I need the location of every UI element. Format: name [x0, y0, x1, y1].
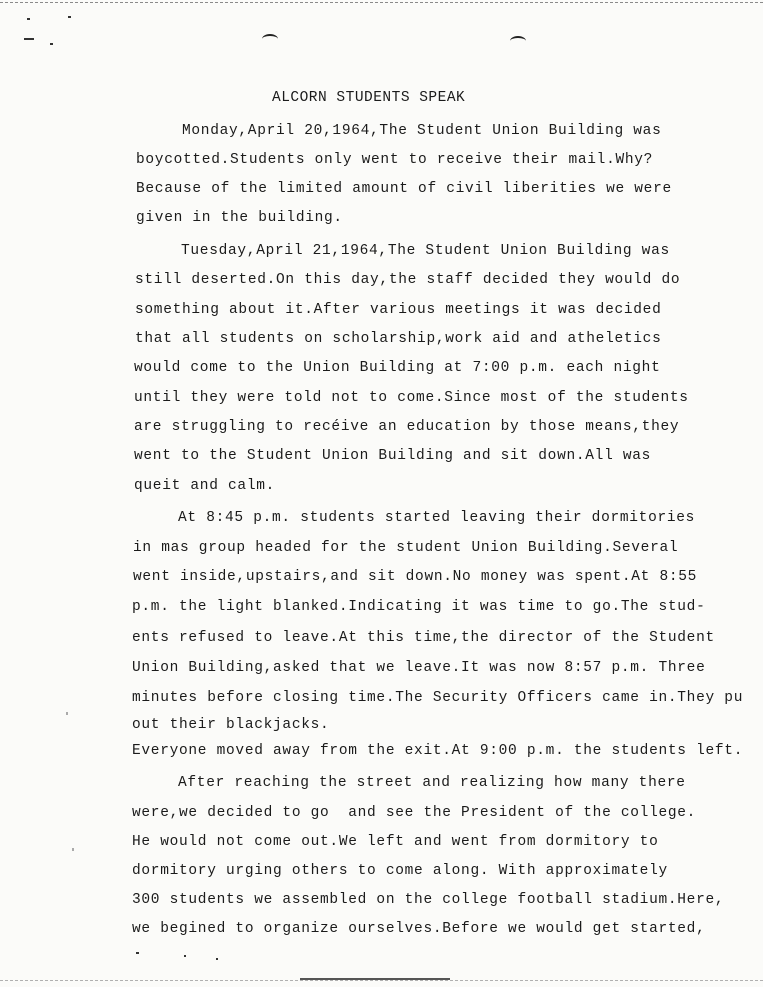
scan-speck	[72, 848, 74, 851]
text-line: that all students on scholarship,work aid and atheletics	[135, 331, 662, 347]
text-line: in mas group headed for the student Union Building.Several	[133, 540, 679, 556]
text-line: went inside,upstairs,and sit down.No money was spent.At 8:55	[133, 569, 698, 585]
page-bottom-rule	[300, 978, 450, 980]
text-line: p.m. the light blanked.Indicating it was time to go.The stud-	[132, 599, 706, 615]
text-line: still deserted.On this day,the staff decided they would do	[135, 272, 681, 288]
text-line: Everyone moved away from the exit.At 9:00 p.m. the students left.	[132, 743, 744, 759]
text-line: ents refused to leave.At this time,the director of the Student	[132, 630, 715, 646]
scan-speck	[216, 958, 218, 960]
text-line: something about it.After various meetings it was decided	[135, 302, 662, 318]
text-line: out their blackjacks.	[132, 717, 330, 733]
scan-speck	[184, 955, 186, 957]
page-title: ALCORN STUDENTS SPEAK	[272, 90, 466, 106]
scan-speck	[24, 38, 34, 40]
text-line: 300 students we assembled on the college football stadium.Here,	[132, 892, 725, 908]
text-line: minutes before closing time.The Security Officers came in.They pu	[132, 690, 744, 706]
text-line: went to the Student Union Building and sit down.All was	[134, 448, 652, 464]
text-line: would come to the Union Building at 7:00 p.m. each night	[134, 360, 661, 376]
text-line: At 8:45 p.m. students started leaving their dormitories	[178, 510, 696, 526]
text-line: boycotted.Students only went to receive their mail.Why?	[136, 152, 654, 168]
scan-speck	[27, 18, 30, 20]
text-line: After reaching the street and realizing how many there	[178, 775, 686, 791]
punch-hole-mark-left	[262, 34, 278, 44]
text-line: were,we decided to go and see the President of the college.	[132, 805, 697, 821]
scan-speck	[66, 712, 68, 715]
text-line: dormitory urging others to come along. With approximately	[132, 863, 668, 879]
text-line: He would not come out.We left and went from dormitory to	[132, 834, 659, 850]
text-line: until they were told not to come.Since most of the students	[134, 390, 689, 406]
scan-speck	[68, 16, 71, 18]
scan-speck	[136, 952, 139, 954]
text-line: Because of the limited amount of civil liberities we were	[136, 181, 672, 197]
punch-hole-mark-right	[510, 36, 526, 46]
page-bottom-edge	[0, 980, 763, 981]
text-line: given in the building.	[136, 210, 343, 226]
text-line: are struggling to recéive an education by those means,they	[134, 419, 680, 435]
text-line: Tuesday,April 21,1964,The Student Union Building was	[181, 243, 670, 259]
scan-speck	[50, 43, 53, 45]
text-line: Monday,April 20,1964,The Student Union Building was	[182, 123, 662, 139]
text-line: queit and calm.	[134, 478, 276, 494]
text-line: we begined to organize ourselves.Before we would get started,	[132, 921, 706, 937]
page-top-edge	[0, 2, 763, 3]
text-line: Union Building,asked that we leave.It was now 8:57 p.m. Three	[132, 660, 706, 676]
